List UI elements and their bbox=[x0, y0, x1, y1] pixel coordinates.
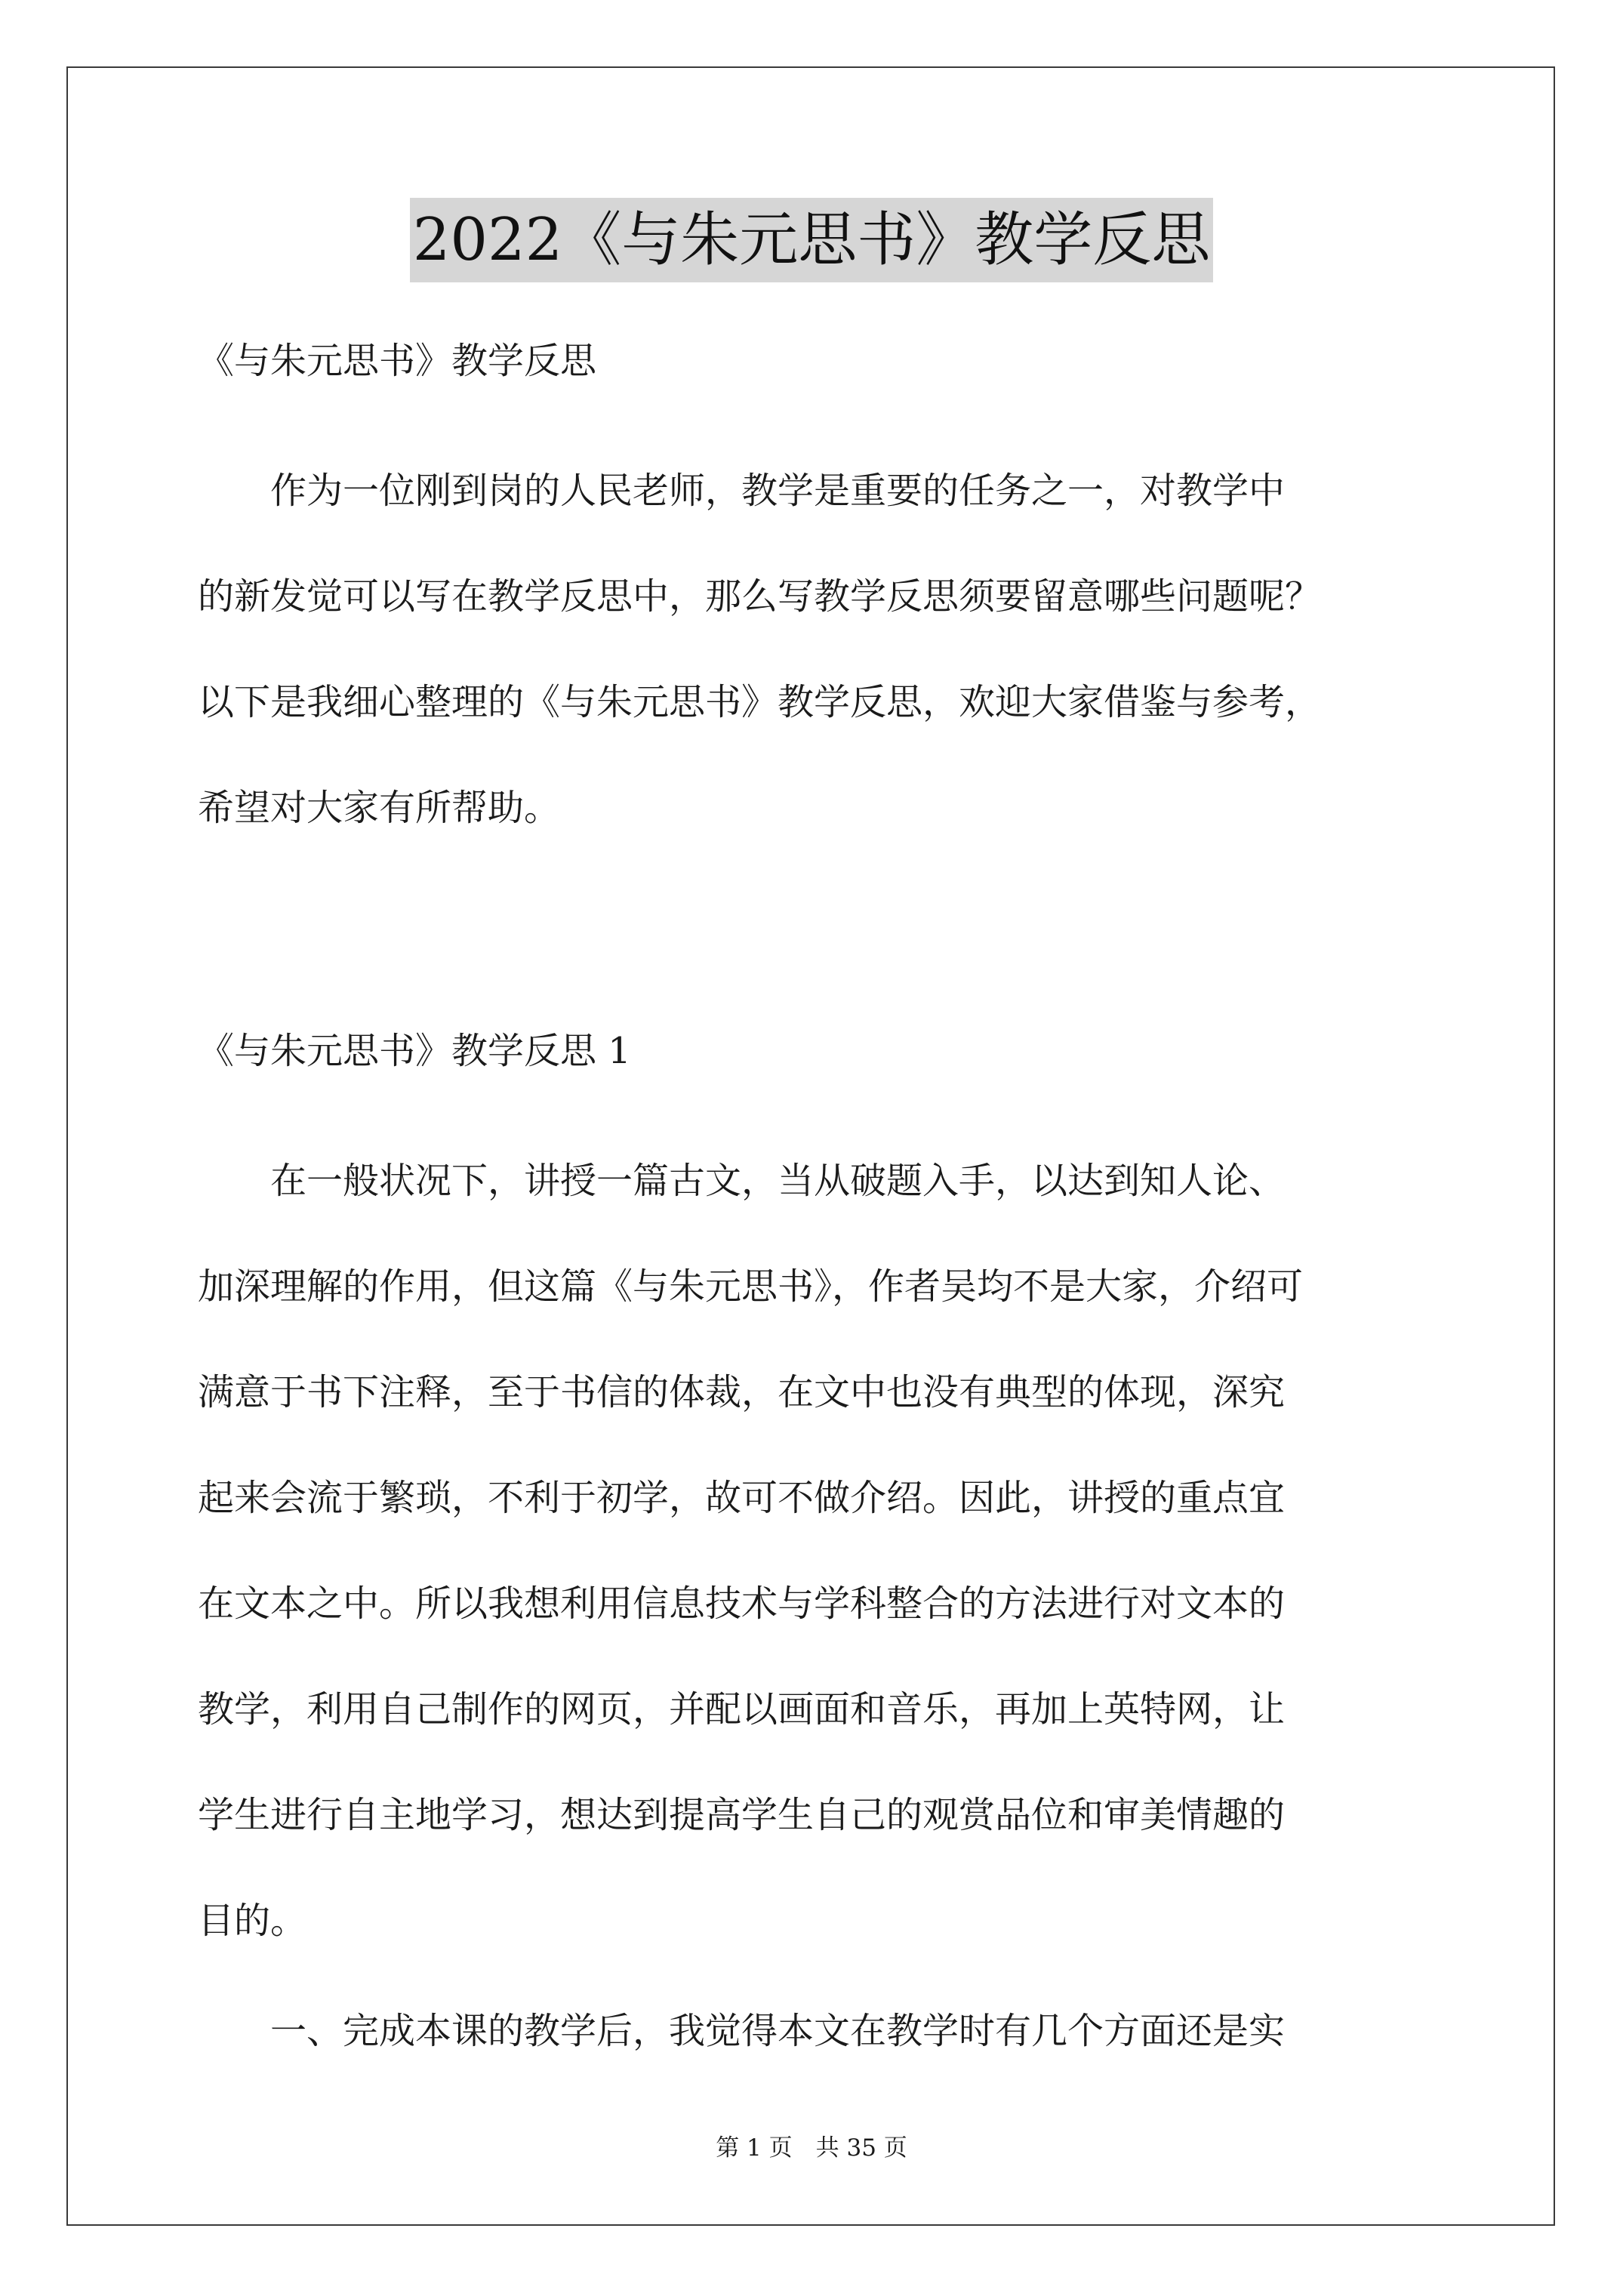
body-line-3: 满意于书下注释，至于书信的体裁，在文中也没有典型的体现，深究 bbox=[198, 1371, 1286, 1413]
body-line-5: 在文本之中。所以我想利用信息技术与学科整合的方法进行对文本的 bbox=[198, 1583, 1286, 1625]
intro-line-1: 作为一位刚到岗的人民老师，教学是重要的任务之一，对教学中 bbox=[198, 470, 1286, 512]
body-line-8: 目的。 bbox=[198, 1900, 307, 1942]
section-heading-1: 《与朱元思书》教学反思 1 bbox=[198, 1030, 631, 1072]
intro-line-4: 希望对大家有所帮助。 bbox=[198, 787, 561, 829]
body-line-9: 一、完成本课的教学后，我觉得本文在教学时有几个方面还是实 bbox=[198, 2010, 1286, 2052]
intro-line-3: 以下是我细心整理的《与朱元思书》教学反思，欢迎大家借鉴与参考， bbox=[198, 681, 1322, 723]
body-line-7: 学生进行自主地学习，想达到提高学生自己的观赏品位和审美情趣的 bbox=[198, 1794, 1286, 1836]
document-title: 2022《与朱元思书》教学反思 bbox=[410, 198, 1214, 282]
body-line-6: 教学，利用自己制作的网页，并配以画面和音乐，再加上英特网，让 bbox=[198, 1688, 1286, 1730]
body-line-2: 加深理解的作用，但这篇《与朱元思书》，作者吴均不是大家，介绍可 bbox=[198, 1265, 1304, 1308]
page-footer: 第 1 页 共 35 页 bbox=[716, 2134, 907, 2162]
title-wrap bbox=[0, 198, 1623, 282]
body-line-4: 起来会流于繁琐，不利于初学，故可不做介绍。因此，讲授的重点宜 bbox=[198, 1477, 1286, 1519]
subtitle-line: 《与朱元思书》教学反思 bbox=[198, 340, 597, 382]
body-line-1: 在一般状况下，讲授一篇古文，当从破题入手，以达到知人论、 bbox=[198, 1160, 1286, 1202]
intro-line-2: 的新发觉可以写在教学反思中，那么写教学反思须要留意哪些问题呢？ bbox=[198, 575, 1322, 618]
